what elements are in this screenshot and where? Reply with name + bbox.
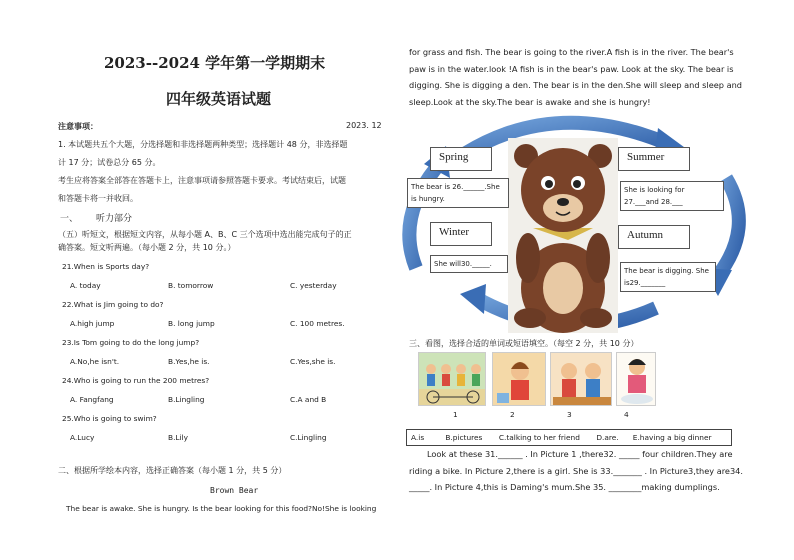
season-winter-label: Winter bbox=[430, 222, 492, 246]
question-23: 23.Is Tom going to do the long jump? bbox=[62, 338, 200, 347]
picture-2-girl bbox=[492, 352, 546, 406]
brown-bear-illustration bbox=[508, 138, 618, 333]
notice-line-3: 考生应将答案全部答在答题卡上，注意事项请参照答题卡要求。考试结束后，试题 bbox=[58, 176, 346, 185]
notice-line-4: 和答题卡将一并收回。 bbox=[58, 194, 138, 203]
season-autumn-label: Autumn bbox=[618, 225, 690, 249]
section1-title: 听力部分 bbox=[96, 214, 133, 224]
season-spring-label: Spring bbox=[430, 147, 492, 171]
exam-date: 2023. 12 bbox=[346, 121, 382, 130]
notice-line-2: 计 17 分；试卷总分 65 分。 bbox=[58, 158, 161, 167]
blank-26-box: The bear is 26.______.She is hungry. bbox=[407, 178, 509, 208]
option-25b: B.Lily bbox=[168, 433, 189, 442]
option-21c: C. yesterday bbox=[290, 281, 337, 290]
story-continuation: for grass and fish. The bear is going to the river.A fish is in the river. The bear's paw is in the water.look !A fish is in the bear's paw. Look at the sky. The bear is digging. She is digging a den. The bear is in the den.She will sleep and sleep and sleep.Look at the sky.The bear is awake and she is hungry! bbox=[409, 47, 742, 107]
exam-title: 2023--2024 学年第一学期期末 bbox=[104, 54, 326, 72]
word-options-box: A.is B.pictures C.talking to her friend D.are. E.having a big dinner bbox=[406, 429, 732, 446]
option-25a: A.Lucy bbox=[70, 433, 95, 442]
section2-title: 二、根据所学绘本内容，选择正确答案（每小题 1 分，共 5 分） bbox=[58, 466, 287, 475]
option-22b: B. long jump bbox=[168, 319, 215, 328]
option-22a: A.high jump bbox=[70, 319, 115, 328]
season-summer-label: Summer bbox=[618, 147, 690, 171]
picture-number-2: 2 bbox=[510, 410, 515, 419]
question-24: 24.Who is going to run the 200 metres? bbox=[62, 376, 210, 385]
option-21a: A. today bbox=[70, 281, 101, 290]
picture-4-mum-making-dumplings bbox=[616, 352, 656, 406]
option-24c: C.A and B bbox=[290, 395, 327, 404]
blank-29-box: The bear is digging. She is29._______ bbox=[620, 262, 716, 292]
picture-3-children-talking bbox=[550, 352, 612, 406]
question-22: 22.What is Jim going to do? bbox=[62, 300, 164, 309]
section3-title: 三、看图，选择合适的单词或短语填空。（每空 2 分，共 10 分） bbox=[409, 339, 639, 348]
picture-number-4: 4 bbox=[624, 410, 629, 419]
option-25c: C.Lingling bbox=[290, 433, 327, 442]
option-23c: C.Yes,she is. bbox=[290, 357, 336, 366]
question-21: 21.When is Sports day? bbox=[62, 262, 150, 271]
part5-instruction-2: 确答案。短文听两遍。（每小题 2 分，共 10 分。） bbox=[58, 243, 236, 252]
story-title: Brown Bear bbox=[210, 486, 259, 495]
option-21b: B. tomorrow bbox=[168, 281, 214, 290]
exam-subtitle: 四年级英语试题 bbox=[166, 90, 272, 108]
section1-number: 一、 bbox=[60, 214, 79, 224]
option-23b: B.Yes,he is. bbox=[168, 357, 210, 366]
option-24a: A. Fangfang bbox=[70, 395, 114, 404]
part5-instruction-1: （五）听短文，根据短文内容，从每小题 A、B、C 三个选项中选出能完成句子的正 bbox=[58, 230, 352, 239]
question-25: 25.Who is going to swim? bbox=[62, 414, 157, 423]
picture-number-1: 1 bbox=[453, 410, 458, 419]
fill-in-passage: Look at these 31.______ . In Picture 1 ,there32. _____ four children.They are riding a bike. In Picture 2,there is a girl. She is 33._______ . In Picture3,they are34. _____. In Picture 4,this is Daming's mum.She 35. ________making dumplings. bbox=[409, 449, 743, 492]
picture-number-3: 3 bbox=[567, 410, 572, 419]
picture-1-children-riding-bike bbox=[418, 352, 486, 406]
option-23a: A.No,he isn't. bbox=[70, 357, 120, 366]
blank-27-28-box: She is looking for 27.___and 28.___ bbox=[620, 181, 724, 211]
notice-label: 注意事项： bbox=[58, 122, 98, 131]
story-line-1: The bear is awake. She is hungry. Is the bear looking for this food?No!She is looking bbox=[66, 504, 377, 513]
option-24b: B.Lingling bbox=[168, 395, 205, 404]
option-22c: C. 100 metres. bbox=[290, 319, 345, 328]
notice-line-1: 1. 本试题共五个大题，分选择题和非选择题两种类型；选择题计 48 分，非选择题 bbox=[58, 140, 348, 149]
blank-30-box: She will30._____. bbox=[430, 255, 508, 273]
